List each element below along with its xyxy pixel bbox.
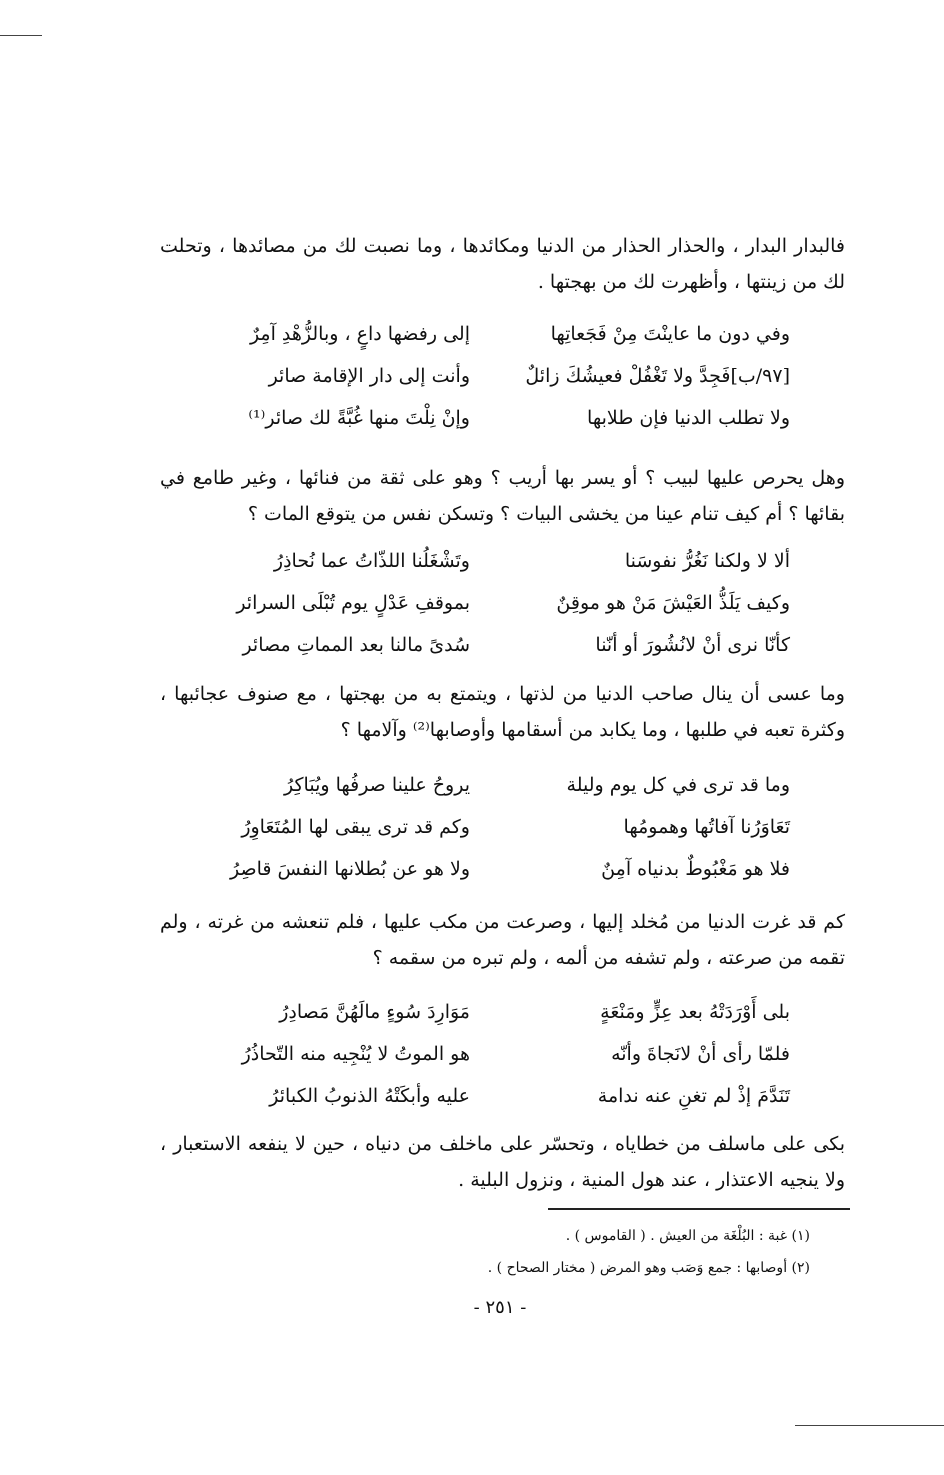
verse-first-hemistich: [٩٧/ب]فَجِدَّ ولا تَغْفُلْ فعيشُكَ زائلٌ [525,365,790,387]
verse-second-hemistich: ولا هو عن بُطلانها النفسَ قاصِرُ [229,858,470,880]
footnote-1: (١) غبة : البُلْغَة من العيش . ( القاموس ) . [565,1228,810,1244]
verse [205,624,790,666]
verse [205,848,790,890]
poem-4 [205,991,790,1117]
paragraph-2-text: وهل يحرص عليها لبيب ؟ أو يسر بها أريب ؟ وهو على ثقة من فنائها ، وغير طامع في بقائها ؟ أم كيف تنام عينا من يخشى البيات ؟ وتسكن نفس من يتوقع المات ؟ [160,467,845,525]
footnote-2: (٢) أوصابها : جمع وَصَب وهو المرض ( مختار الصحاح ) . [487,1260,810,1276]
verse [205,397,790,439]
verse-first-hemistich: بلى أَوْرَدَتْهُ بعد عِزٍّ ومَنْعَةٍ [600,1001,790,1023]
verse [205,764,790,806]
verse-first-hemistich: تَعَاوَرُنا آفاتُها وهمومُها [623,816,790,838]
verse [205,1033,790,1075]
paragraph-1 [160,228,845,300]
verse-second-hemistich: يروحُ علينا صرفُها ويُبَاكِرُ [284,774,470,796]
verse-first-hemistich: تَنَدَّمَ إذْ لم تغنِ عنه ندامة [597,1085,790,1107]
verse-first-hemistich: وفي دون ما عاينْتَ مِنْ فَجَعاتِها [550,323,790,345]
verse-second-hemistich: وأنت إلى دار الإقامة صائر [268,365,470,387]
paragraph-3-text: وما عسى أن ينال صاحب الدنيا من لذتها ، ويتمتع به من بهجتها ، مع صنوف عجائبها ، وكثرة تعبه في طلبها ، وما يكابد من أسقامها وأوصابها⁽²⁾ وآلامها ؟ [160,683,845,741]
page-number: - ٢٥١ - [473,1297,527,1318]
verse-first-hemistich: فلمّا رأى أنْ لانَجاةَ وأنّه [611,1043,790,1065]
verse [205,313,790,355]
poem-3 [205,764,790,890]
paragraph-5-text: بكى على ماسلف من خطاياه ، وتحسّر على ماخلف من دنياه ، حين لا ينفعه الاستعبار ، ولا ينجيه الاعتذار ، عند هول المنية ، ونزول البلية . [160,1133,845,1191]
verse [205,1075,790,1117]
paragraph-4-text: كم قد غرت الدنيا من مُخلد إليها ، وصرعت من مكب عليها ، فلم تنعشه من غرته ، ولم تقمه من صرعته ، ولم تشفه من ألمه ، ولم تبره من سقمه ؟ [160,911,845,969]
verse-first-hemistich: ألا لا ولكنا نَغُرُّ نفوسَنا [624,550,790,572]
footnote-separator [548,1208,850,1210]
paragraph-5 [160,1126,845,1198]
verse-second-hemistich: بموقفِ عَدْلٍ يوم تُبْلَى السرائر [236,592,470,614]
top-left-scan-line [0,35,42,36]
verse [205,806,790,848]
poem-2 [205,540,790,666]
verse-second-hemistich: إلى رفضها داعٍ ، وبالزُّهْدِ آمِرٌ [249,323,470,345]
poem-1 [205,313,790,439]
verse [205,540,790,582]
verse-first-hemistich: ولا تطلب الدنيا فإن طلابها [587,407,790,429]
paragraph-3 [160,676,845,748]
bottom-right-scan-line [795,1425,944,1426]
verse [205,355,790,397]
verse-second-hemistich: عليه وأبكَتْهُ الذنوبُ الكبائرُ [269,1085,470,1107]
paragraph-1-text: فالبدار البدار ، والحذار الحذار من الدنيا ومكائدها ، وما نصبت لك من مصائدها ، وتحلت لك من زينتها ، وأظهرت لك من بهجتها . [160,235,845,293]
verse-second-hemistich: وإنْ نِلْتَ منها غُبَّةً لك صائر⁽¹⁾ [248,407,470,429]
verse-first-hemistich: فلا هو مَغْبُوطٌ بدنياه آمِنٌ [601,858,790,880]
verse-second-hemistich: هو الموتُ لا يُنْجِيه منه التّحاذُرُ [241,1043,470,1065]
paragraph-2 [160,460,845,532]
verse-second-hemistich: وكم قد ترى يبقى لها المُتَعَاوِرُ [241,816,470,838]
verse-first-hemistich: وما قد ترى في كل يوم وليلة [566,774,790,796]
verse-second-hemistich: مَوَارِدَ سُوءٍ مالَهُنَّ مَصادِرُ [279,1001,470,1023]
verse-second-hemistich: سُدىً مالنا بعد المماتِ مصائر [242,634,470,656]
verse [205,991,790,1033]
verse-first-hemistich: كأنّا نرى أنْ لانُشُورَ أو أنّنا [595,634,790,656]
verse-second-hemistich: وتَشْغَلُنا اللذّاتُ عما نُحاذِرُ [273,550,470,572]
verse [205,582,790,624]
verse-first-hemistich: وكيف يَلَذُّ العَيْشَ مَنْ هو موقِنٌ [556,592,790,614]
paragraph-4 [160,904,845,976]
